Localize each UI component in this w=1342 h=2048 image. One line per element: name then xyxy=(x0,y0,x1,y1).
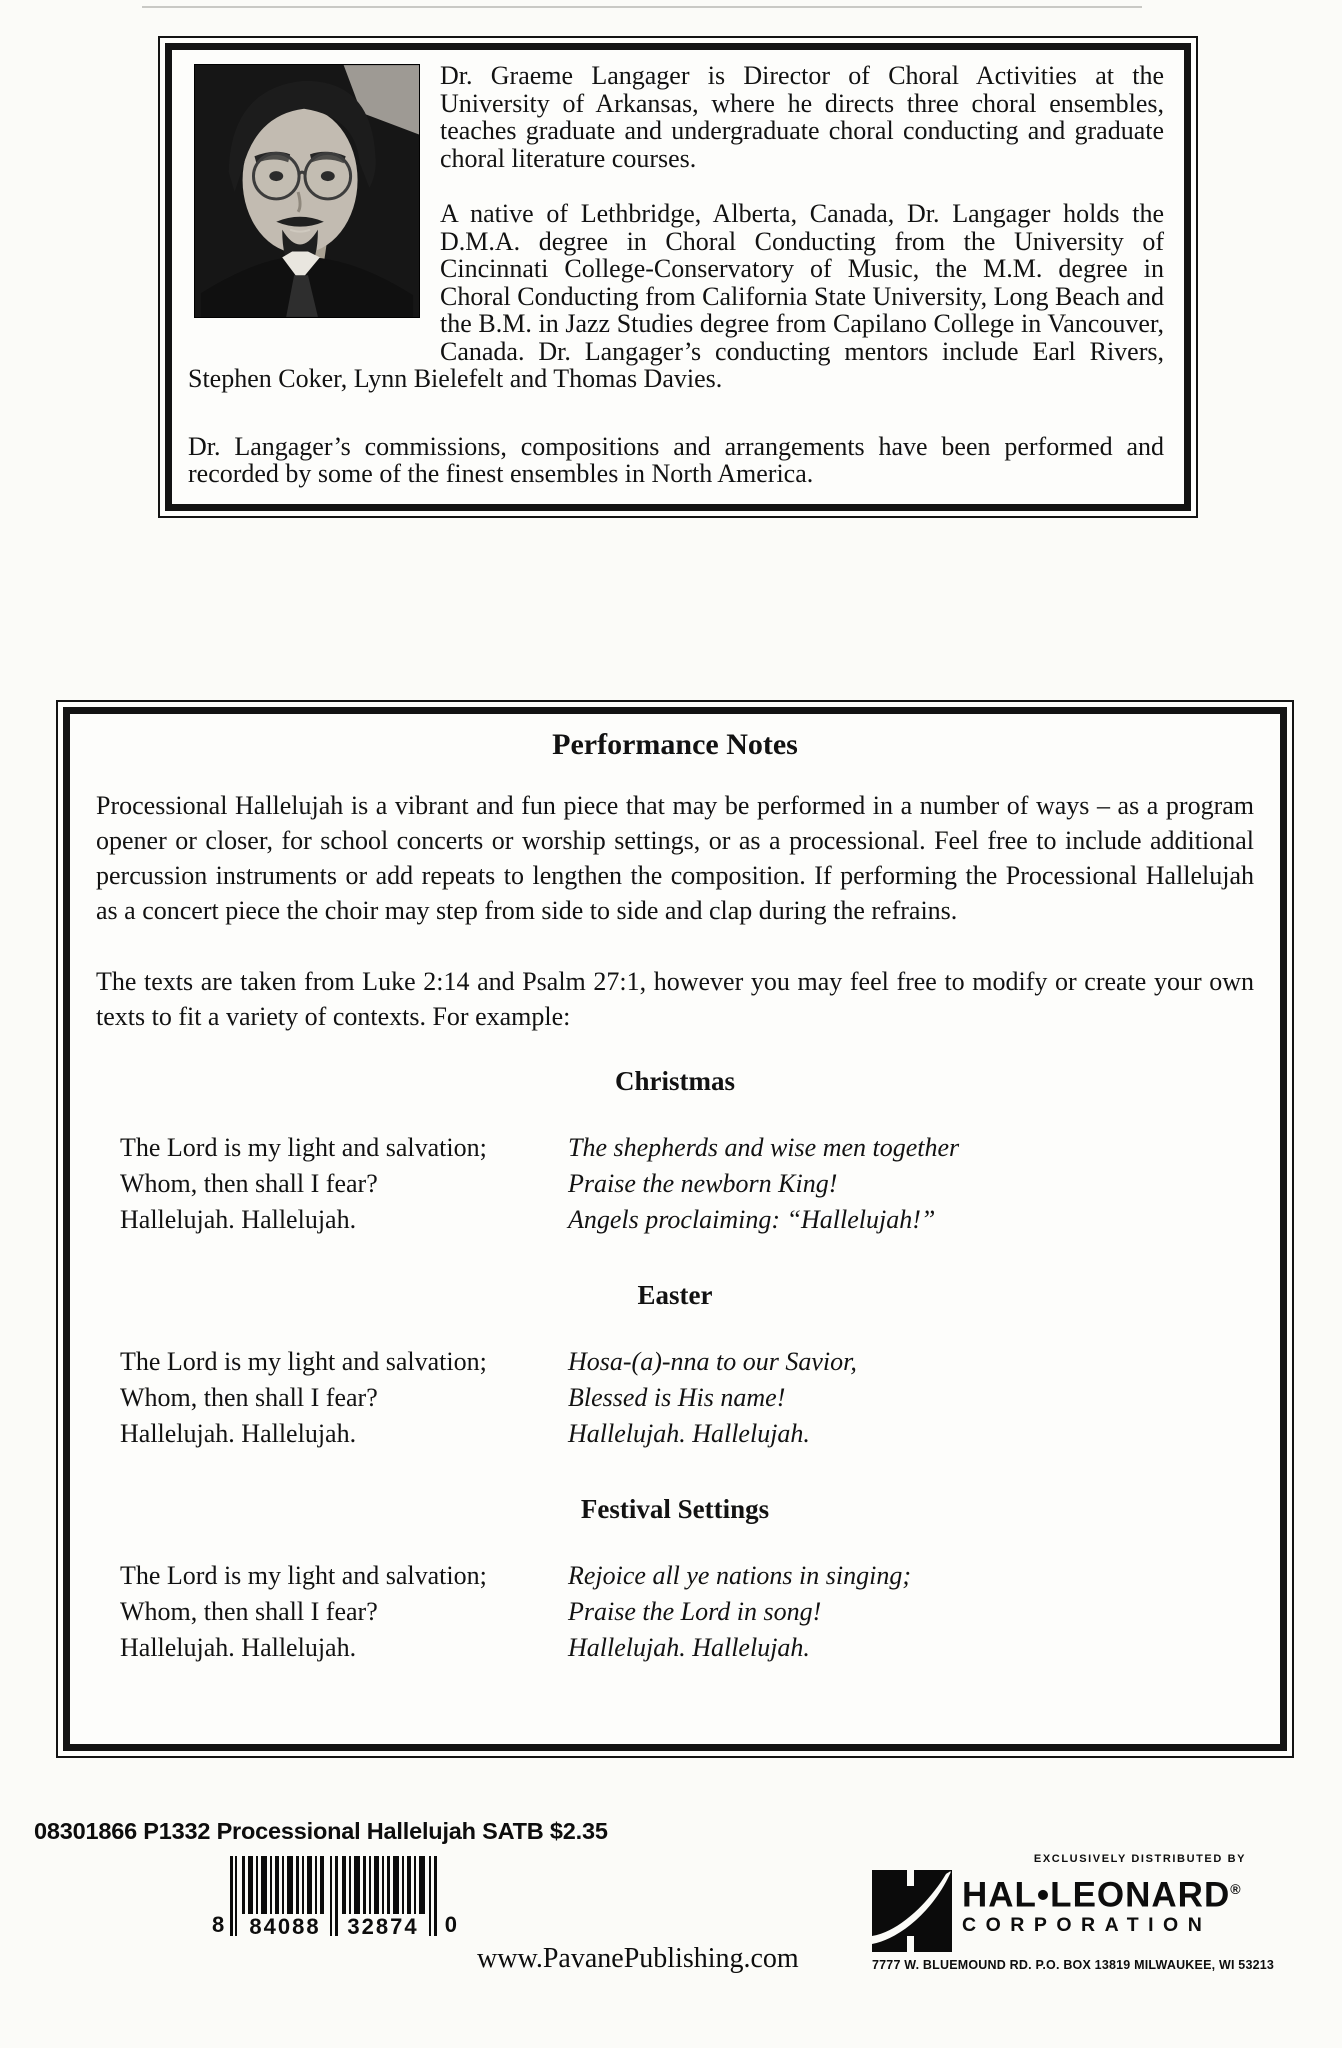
bio-paragraph-2: A native of Lethbridge, Alberta, Canada, Dr. Langager holds the D.M.A. degree in Choral Conducting from the University of Cincinnati College-Conservatory of Music, the M.M. degree in Choral Conducting from California State University, Long Beach and the B.M. in Jazz Studies degree from Capilano College in Vancouver, Canada. Dr. Langager’s conducting mentors include Earl Rivers, Stephen Coker, Lynn Bielefelt and Thomas Davies. xyxy=(188,199,1164,393)
lyric-line: Blessed is His name! xyxy=(568,1383,786,1412)
lyric-line: Angels proclaiming: “Hallelujah!” xyxy=(568,1205,936,1234)
scan-artifact-line xyxy=(142,6,1142,8)
hal-leonard-distributor-block xyxy=(872,1853,1308,1972)
lyric-line: The shepherds and wise men together xyxy=(568,1133,960,1162)
performance-notes-paragraph-1: Processional Hallelujah is a vibrant and fun piece that may be performed in a number of ways – as a program opener or closer, for school concerts or worship settings, or as a processional. Feel free to include additional percussion instruments or add repeats to lengthen the composition. If performing the Processional Hallelujah as a concert piece the choir may step from side to side and clap during the refrains. xyxy=(96,791,1254,925)
performance-notes-title: Performance Notes xyxy=(552,728,798,761)
lyric-line: The Lord is my light and salvation; xyxy=(120,1561,487,1590)
barcode-digit-group-1: 84088 xyxy=(242,1914,328,1940)
section-heading-festival-settings: Festival Settings xyxy=(580,1494,770,1524)
catalog-price-line: 08301866 P1332 Processional Hallelujah SATB $2.35 xyxy=(34,1818,608,1844)
barcode-digit-group-2: 32874 xyxy=(340,1914,426,1940)
performance-notes-box-inner xyxy=(63,707,1287,1751)
lyrics-easter xyxy=(96,1344,1254,1452)
lyric-line: Hallelujah. Hallelujah. xyxy=(120,1419,357,1448)
portrait-photo-illustration xyxy=(195,65,419,317)
lyrics-festival-settings xyxy=(96,1558,1254,1666)
lyric-line: The Lord is my light and salvation; xyxy=(120,1133,487,1162)
lyrics-easter-right-column xyxy=(568,1344,1254,1452)
corporation-label: CORPORATION xyxy=(962,1913,1212,1936)
upc-barcode xyxy=(212,1856,457,1939)
lyric-line: Praise the newborn King! xyxy=(568,1169,838,1198)
lyric-line: Hosa-(a)-nna to our Savior, xyxy=(568,1347,857,1376)
lyric-line: Rejoice all ye nations in singing; xyxy=(568,1561,911,1590)
distributor-address: 7777 W. BLUEMOUND RD. P.O. BOX 13819 MILWAUKEE, WI 53213 xyxy=(872,1958,1275,1972)
portrait-photo xyxy=(194,64,420,318)
hal-leonard-logo-icon xyxy=(872,1870,952,1952)
lyric-line: Whom, then shall I fear? xyxy=(120,1169,378,1198)
lyrics-christmas xyxy=(96,1130,1254,1238)
lyrics-christmas-right-column xyxy=(568,1130,1254,1238)
hal-leonard-logo-row xyxy=(872,1870,1308,1952)
section-heading-easter: Easter xyxy=(637,1280,713,1310)
lyrics-festival-left-column xyxy=(120,1558,568,1666)
barcode-digit-prefix: 8 xyxy=(212,1912,225,1937)
lyrics-festival-right-column xyxy=(568,1558,1254,1666)
lyric-line: Hallelujah. Hallelujah. xyxy=(568,1419,810,1448)
hal-leonard-wordmark xyxy=(962,1872,1242,1913)
performance-notes-paragraph-2: The texts are taken from Luke 2:14 and Psalm 27:1, however you may feel free to modify or create your own texts to fit a variety of contexts. For example: xyxy=(96,967,1254,1031)
lyric-line: Praise the Lord in song! xyxy=(568,1597,822,1626)
lyric-line: Hallelujah. Hallelujah. xyxy=(120,1205,357,1234)
bio-paragraph-1: Dr. Graeme Langager is Director of Choral Activities at the University of Arkansas, where he directs three choral ensembles, teaches graduate and undergraduate choral conducting and graduate choral literature courses. xyxy=(440,61,1164,173)
lyrics-easter-left-column xyxy=(120,1344,568,1452)
section-heading-christmas: Christmas xyxy=(615,1066,735,1096)
publisher-website-url: www.PavanePublishing.com xyxy=(477,1943,799,1974)
barcode-digit-suffix: 0 xyxy=(444,1912,457,1937)
composer-bio-box-inner xyxy=(165,43,1191,511)
lyric-line: Whom, then shall I fear? xyxy=(120,1597,378,1626)
hal-leonard-names xyxy=(962,1870,1242,1936)
lyric-line: The Lord is my light and salvation; xyxy=(120,1347,487,1376)
bio-paragraph-3: Dr. Langager’s commissions, compositions and arrangements have been performed and recorded by some of the finest ensembles in North America. xyxy=(188,431,1164,488)
registered-trademark-symbol: ® xyxy=(1230,1881,1242,1897)
performance-notes-box xyxy=(56,700,1294,1758)
hal-leonard-name-text: HAL•LEONARD xyxy=(962,1875,1231,1915)
lyric-line: Hallelujah. Hallelujah. xyxy=(568,1633,810,1662)
lyric-line: Whom, then shall I fear? xyxy=(120,1383,378,1412)
composer-bio-box xyxy=(158,36,1198,518)
lyrics-christmas-left-column xyxy=(120,1130,568,1238)
lyric-line: Hallelujah. Hallelujah. xyxy=(120,1633,357,1662)
distributor-tagline: EXCLUSIVELY DISTRIBUTED BY xyxy=(1033,1853,1247,1865)
